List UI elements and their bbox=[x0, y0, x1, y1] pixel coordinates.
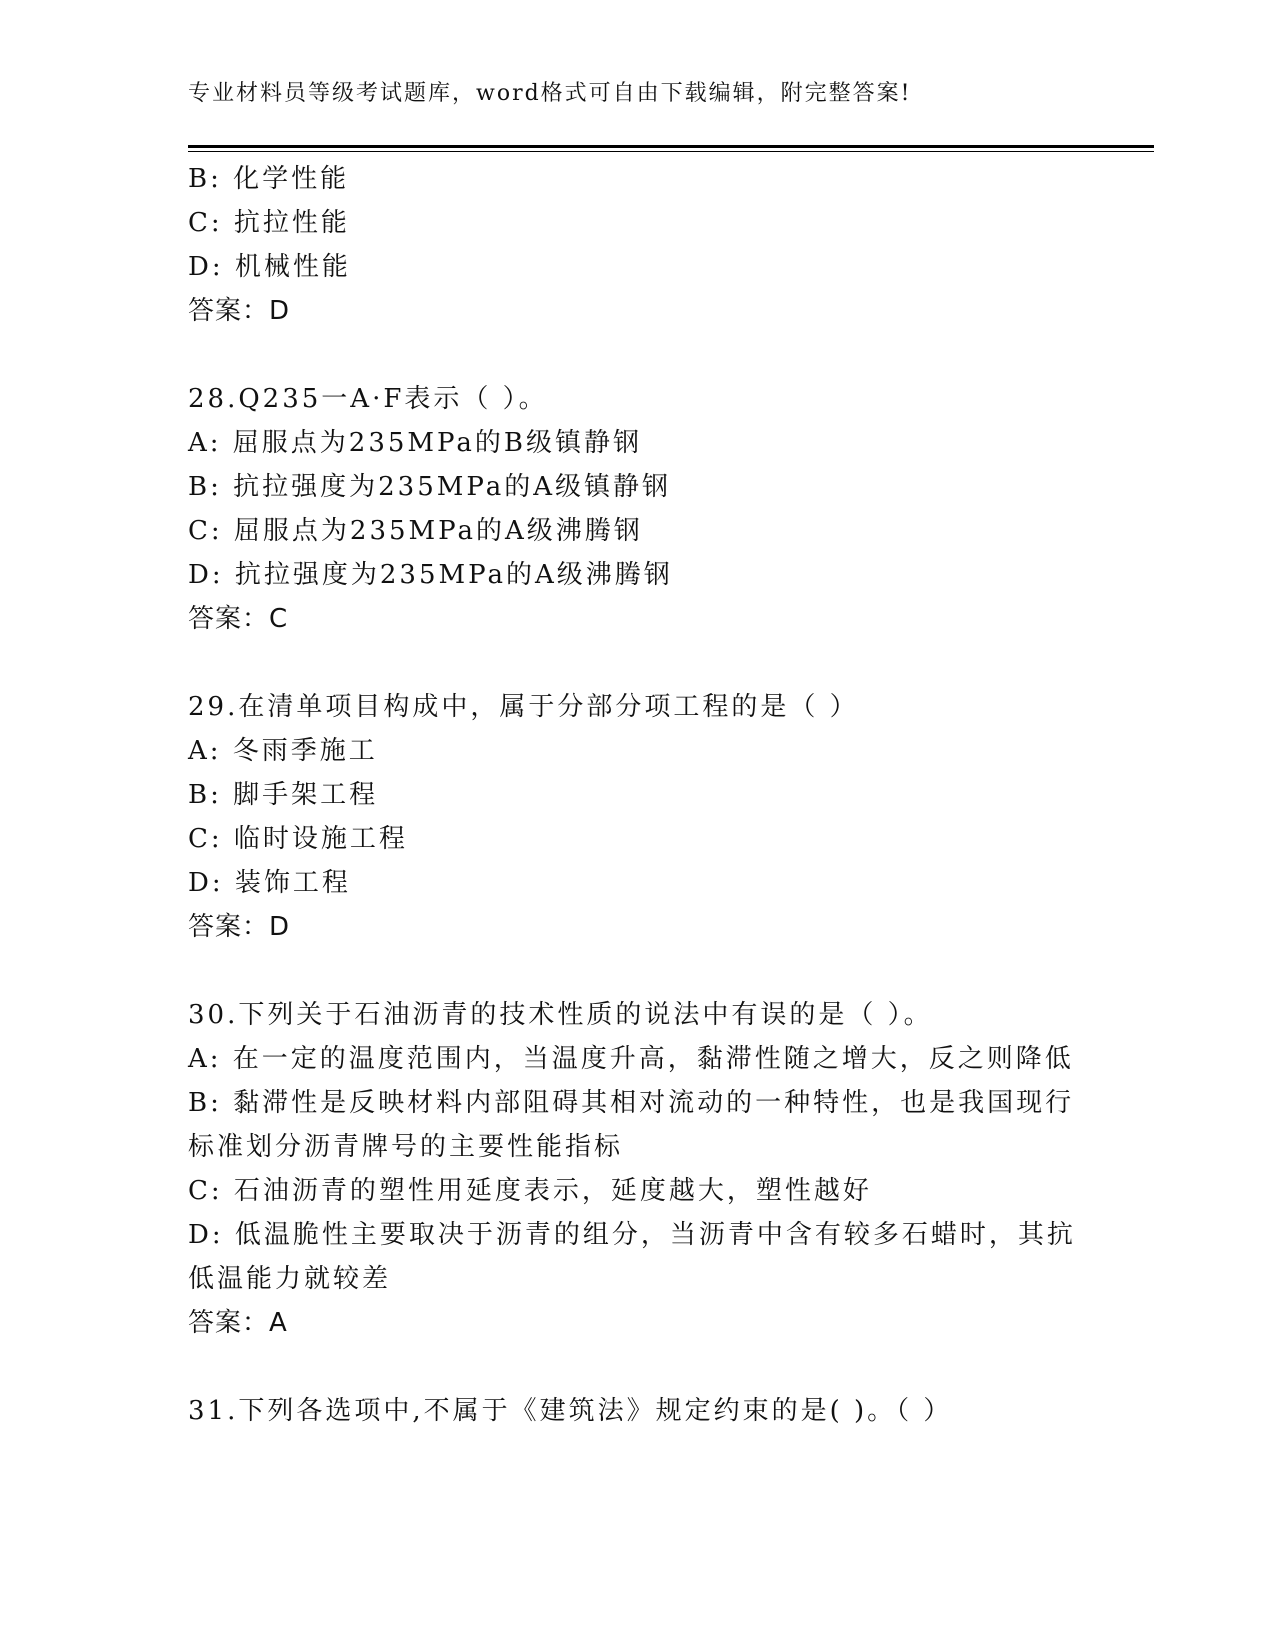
q27-option-b: B: 化学性能 bbox=[188, 164, 350, 194]
q30-option-a: A: 在一定的温度范围内，当温度升高，黏滞性随之增大，反之则降低 bbox=[188, 1044, 1074, 1074]
q29-question: 29.在清单项目构成中，属于分部分项工程的是（ ） bbox=[188, 692, 859, 722]
q27-option-c: C: 抗拉性能 bbox=[188, 208, 350, 238]
q29-option-b: B: 脚手架工程 bbox=[188, 780, 379, 810]
q28-option-a: A: 屈服点为235MPa的B级镇静钢 bbox=[188, 428, 642, 458]
q28-answer: 答案：C bbox=[188, 604, 289, 634]
q30-option-c: C: 石油沥青的塑性用延度表示，延度越大，塑性越好 bbox=[188, 1176, 872, 1206]
q27-answer: 答案：D bbox=[188, 296, 291, 326]
q28-option-d: D: 抗拉强度为235MPa的A级沸腾钢 bbox=[188, 560, 673, 590]
q30-option-b-continued: 标准划分沥青牌号的主要性能指标 bbox=[188, 1132, 624, 1162]
q29-option-a: A: 冬雨季施工 bbox=[188, 736, 378, 766]
q28-option-c: C: 屈服点为235MPa的A级沸腾钢 bbox=[188, 516, 643, 546]
q29-option-d: D: 装饰工程 bbox=[188, 868, 351, 898]
q28-question: 28.Q235一A·F表示（ ）。 bbox=[188, 384, 548, 414]
page-header: 专业材料员等级考试题库，word格式可自由下载编辑，附完整答案! bbox=[188, 81, 912, 106]
q30-option-b: B: 黏滞性是反映材料内部阻碍其相对流动的一种特性，也是我国现行 bbox=[188, 1088, 1075, 1118]
q30-answer: 答案：A bbox=[188, 1308, 288, 1338]
q30-question: 30.下列关于石油沥青的技术性质的说法中有误的是（ ）。 bbox=[188, 1000, 933, 1030]
header-divider-thin bbox=[188, 151, 1154, 152]
q27-option-d: D: 机械性能 bbox=[188, 252, 351, 282]
q31-question: 31.下列各选项中,不属于《建筑法》规定约束的是( )。（ ） bbox=[188, 1396, 953, 1426]
q29-answer: 答案：D bbox=[188, 912, 291, 942]
q30-option-d-continued: 低温能力就较差 bbox=[188, 1264, 392, 1294]
header-divider-thick bbox=[188, 145, 1154, 148]
q30-option-d: D: 低温脆性主要取决于沥青的组分，当沥青中含有较多石蜡时，其抗 bbox=[188, 1220, 1076, 1250]
q28-option-b: B: 抗拉强度为235MPa的A级镇静钢 bbox=[188, 472, 671, 502]
q29-option-c: C: 临时设施工程 bbox=[188, 824, 408, 854]
